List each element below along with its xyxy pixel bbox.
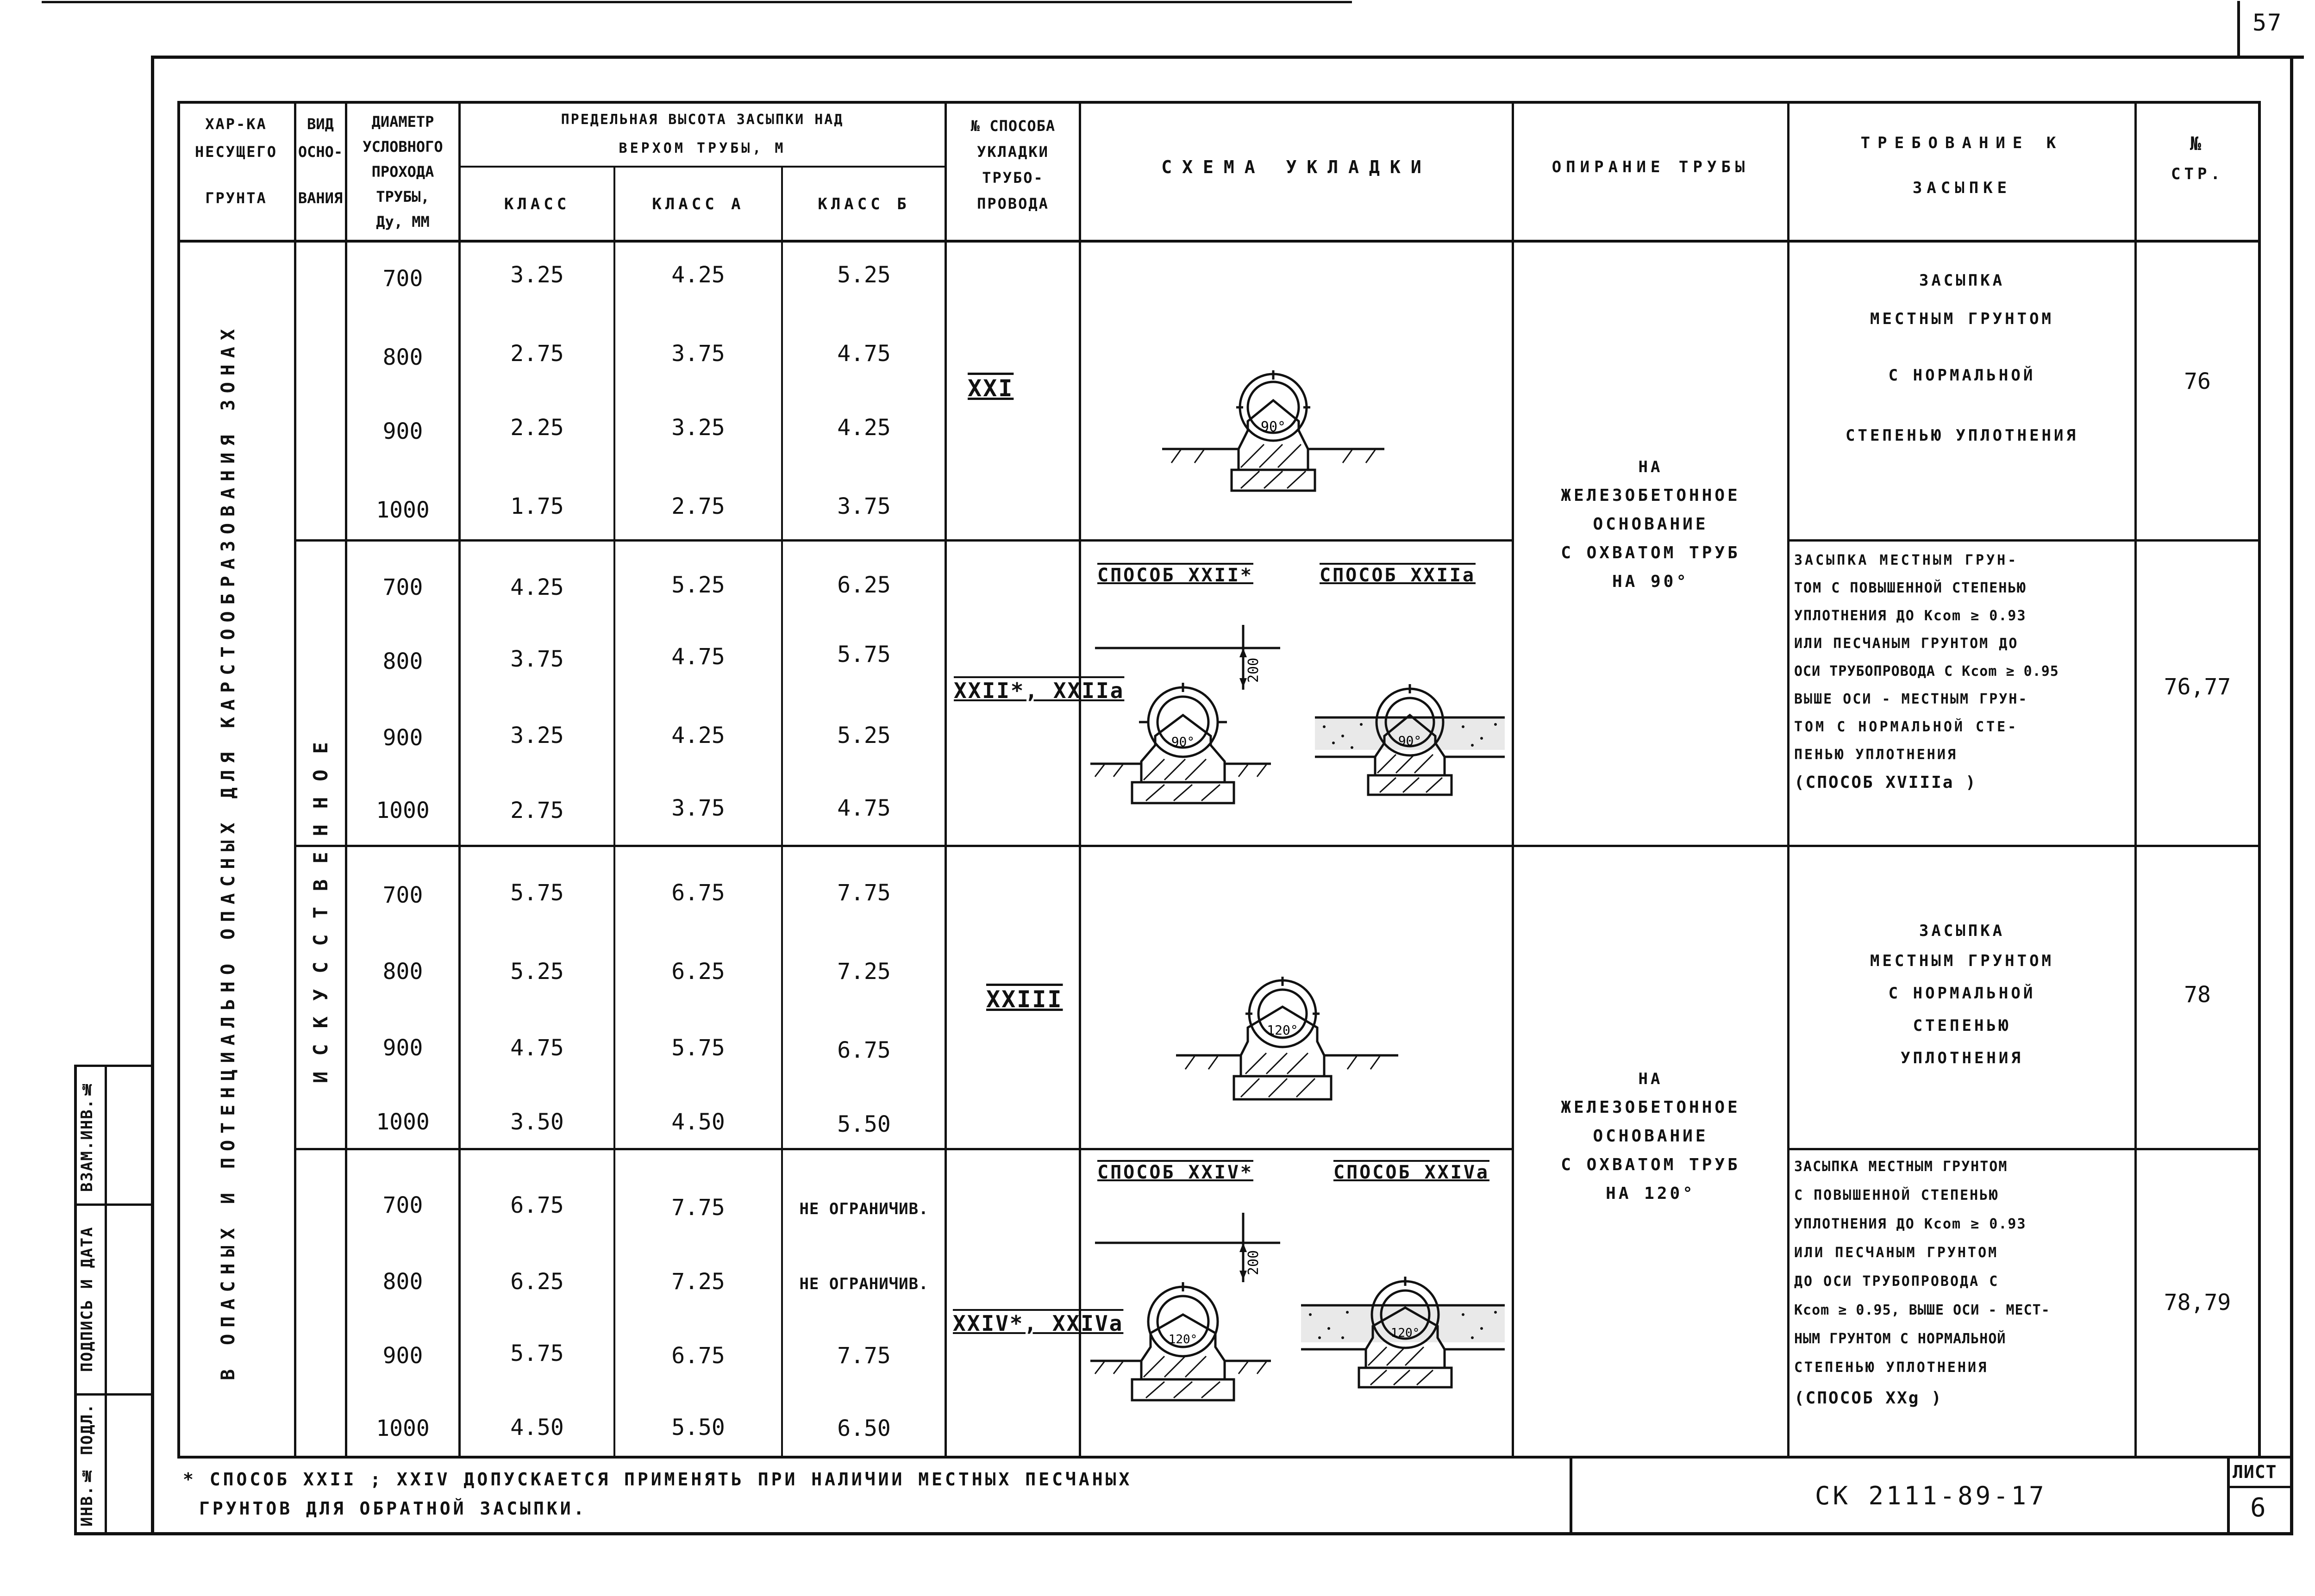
scheme-label-xxiva: СПОСОБ XXIVa [1333, 1162, 1489, 1183]
sheet-number: 6 [2250, 1493, 2268, 1523]
scheme-xxiva-angle: 120° [1390, 1326, 1420, 1340]
method-xxii: XXII*, XXIIa [954, 678, 1125, 703]
document-code: СК 2111-89-17 [1815, 1481, 2047, 1510]
header-scheme: СХЕМА УКЛАДКИ [1161, 157, 1432, 177]
scheme-xxiia-angle: 90° [1398, 733, 1422, 748]
header-class-a: КЛАСС А [652, 195, 745, 213]
stamp-label-replace: ВЗАМ.ИНВ.№ [78, 1079, 96, 1192]
method-xxiv: XXIV*, XXIVa [953, 1311, 1124, 1336]
page-ref-78: 78 [2184, 982, 2211, 1008]
scheme-label-xxii: СПОСОБ XXII* [1097, 565, 1253, 586]
scheme-xxii-dim: 200 [1245, 657, 1262, 683]
header-support: ОПИРАНИЕ ТРУБЫ [1552, 158, 1750, 176]
page-number-box-left [2237, 1, 2240, 56]
stamp-strip-sep1 [74, 1203, 154, 1206]
stamp-label-inv-sub: ИНВ.№ ПОДЛ. [78, 1403, 96, 1527]
scheme-xxiv-dim: 200 [1245, 1250, 1262, 1275]
base-type-label: ИСКУССТВЕННОЕ [309, 726, 332, 1084]
frame-right [2290, 56, 2293, 1535]
sheet-label: ЛИСТ [2233, 1462, 2277, 1482]
title-block-left [1570, 1456, 1572, 1534]
frame-left [151, 56, 154, 1535]
page-ref-76-77: 76,77 [2164, 674, 2231, 700]
title-block-top [1570, 1456, 2293, 1459]
soil-type-label: В ОПАСНЫХ И ПОТЕНЦИАЛЬНО ОПАСНЫХ ДЛЯ КАРСТООБРАЗОВАНИЯ ЗОНАХ [218, 323, 239, 1381]
header-class-b: КЛАСС Б [818, 195, 910, 213]
page-ref-78-79: 78,79 [2164, 1290, 2231, 1315]
page-ref-76: 76 [2184, 368, 2211, 394]
scheme-label-xxiia: СПОСОБ XXIIa [1320, 565, 1476, 586]
method-xxiii: XXIII [986, 986, 1063, 1013]
scheme-xxi-drawing [1148, 352, 1408, 509]
scheme-xxiv-drawing [1086, 1194, 1299, 1407]
header-class: КЛАСС [504, 195, 570, 213]
scheme-xxiii-drawing [1167, 963, 1408, 1116]
stamp-label-signature: ПОДПИСЬ И ДАТА [78, 1226, 96, 1372]
method-xxi: XXI [968, 375, 1014, 402]
sheet-box-mid [2227, 1486, 2293, 1488]
scheme-xxii-drawing [1086, 597, 1294, 815]
scheme-xxiva-drawing [1296, 1268, 1509, 1407]
stamp-strip-top [74, 1065, 154, 1067]
scheme-xxii-angle: 90° [1171, 734, 1195, 749]
frame-bottom [74, 1532, 2293, 1535]
stamp-strip-left [74, 1065, 77, 1535]
sheet-box-left [2227, 1456, 2230, 1534]
stamp-strip-sep2 [74, 1393, 154, 1396]
scheme-xxi-angle: 90° [1260, 419, 1286, 435]
top-edge-line [42, 1, 1352, 3]
stamp-strip-mid [105, 1065, 107, 1535]
scheme-label-xxiv: СПОСОБ XXIV* [1097, 1162, 1253, 1183]
frame-top [151, 56, 2304, 59]
scheme-xxiia-drawing [1310, 667, 1509, 819]
page-number: 57 [2252, 9, 2283, 36]
scheme-xxiii-angle: 120° [1267, 1022, 1298, 1038]
scheme-xxiv-angle: 120° [1168, 1333, 1198, 1347]
